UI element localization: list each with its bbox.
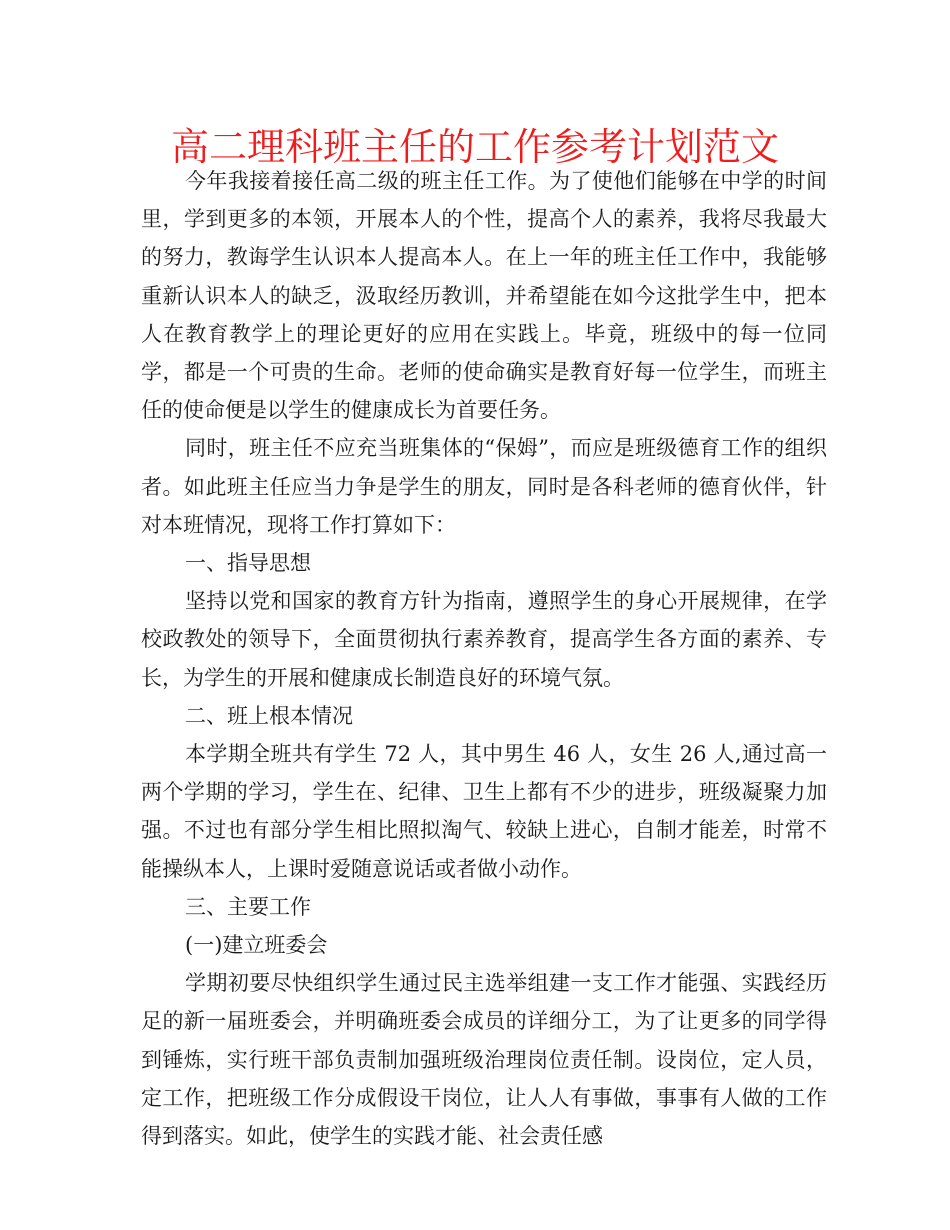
- paragraph-class-situation: 本学期全班共有学生 72 人，其中男生 46 人，女生 26 人,通过高一两个学期的学习，学生在、纪律、卫生上都有不少的进步，班级凝聚力加强。不过也有部分学生相比照拟淘气、较缺上进心，自制才能差，时常不能操纵本人，上课时爱随意说话或者做小动作。: [141, 742, 827, 881]
- subsection-heading-class-committee: (一)建立班委会: [185, 933, 328, 958]
- paragraph-intro: 今年我接着接任高二级的班主任工作。为了使他们能够在中学的时间里，学到更多的本领，开展本人的个性，提高个人的素养，我将尽我最大的努力，教诲学生认识本人提高本人。在上一年的班主任工作中，我能够重新认识本人的缺乏，汲取经历教训，并希望能在如今这批学生中，把本人在教育教学上的理论更好的应用在实践上。毕竟，班级中的每一位同学，都是一个可贵的生命。老师的使命确实是教育好每一位学生，而班主任的使命便是以学生的健康成长为首要任务。: [141, 169, 827, 423]
- section-heading-main-work: 三、主要工作: [185, 894, 311, 919]
- section-heading-class-situation: 二、班上根本情况: [185, 703, 353, 728]
- paragraph-class-committee: 学期初要尽快组织学生通过民主选举组建一支工作才能强、实践经历足的新一届班委会，并明确班委会成员的详细分工，为了让更多的同学得到锤炼，实行班干部负责制加强班级治理岗位责任制。设岗位，定人员，定工作，把班级工作分成假设干岗位，让人人有事做，事事有人做的工作得到落实。如此，使学生的实践才能、社会责任感: [141, 971, 827, 1149]
- paragraph-role: 同时，班主任不应充当班集体的“保姆”，而应是班级德育工作的组织者。如此班主任应当力争是学生的朋友，同时是各科老师的德育伙伴，针对本班情况，现将工作打算如下：: [141, 436, 827, 537]
- section-heading-guiding-thought: 一、指导思想: [185, 551, 311, 576]
- paragraph-guiding-thought: 坚持以党和国家的教育方针为指南，遵照学生的身心开展规律，在学校政教处的领导下，全面贯彻执行素养教育，提高学生各方面的素养、专长，为学生的开展和健康成长制造良好的环境气氛。: [141, 589, 827, 690]
- document-title: 高二理科班主任的工作参考计划范文: [170, 125, 779, 169]
- document-body: [141, 162, 827, 1155]
